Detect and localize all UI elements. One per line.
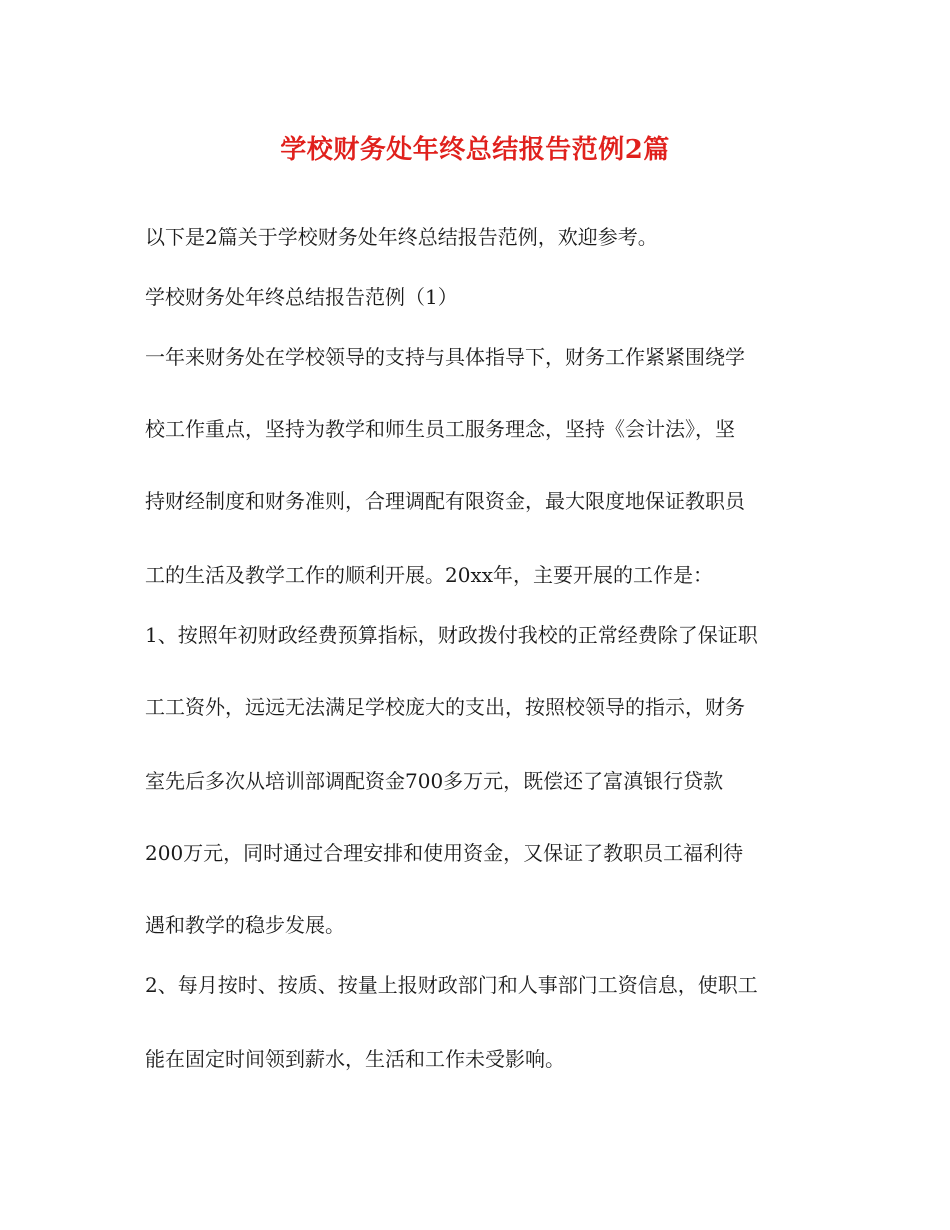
body-line: 工的生活及教学工作的顺利开展。20xx年，主要开展的工作是： xyxy=(145,563,714,587)
body-line: 工工资外，远远无法满足学校庞大的支出，按照校领导的指示，财务 xyxy=(145,695,745,719)
body-line: 室先后多次从培训部调配资金700多万元，既偿还了富滇银行贷款 xyxy=(145,769,724,793)
body-line: 遇和教学的稳步发展。 xyxy=(145,913,345,937)
body-line: 持财经制度和财务准则，合理调配有限资金，最大限度地保证教职员 xyxy=(145,489,745,513)
section-heading: 学校财务处年终总结报告范例（1） xyxy=(145,285,458,309)
body-line: 2、每月按时、按质、按量上报财政部门和人事部门工资信息，使职工 xyxy=(145,973,758,997)
intro-line: 以下是2篇关于学校财务处年终总结报告范例，欢迎参考。 xyxy=(145,225,658,249)
body-line: 校工作重点，坚持为教学和师生员工服务理念，坚持《会计法》，坚 xyxy=(145,417,735,441)
body-line: 1、按照年初财政经费预算指标，财政拨付我校的正常经费除了保证职 xyxy=(145,623,758,647)
body-line: 一年来财务处在学校领导的支持与具体指导下，财务工作紧紧围绕学 xyxy=(145,345,745,369)
body-line: 能在固定时间领到薪水，生活和工作未受影响。 xyxy=(145,1047,565,1071)
body-line: 200万元，同时通过合理安排和使用资金，又保证了教职员工福利待 xyxy=(145,841,744,865)
document-title: 学校财务处年终总结报告范例2篇 xyxy=(280,135,670,165)
